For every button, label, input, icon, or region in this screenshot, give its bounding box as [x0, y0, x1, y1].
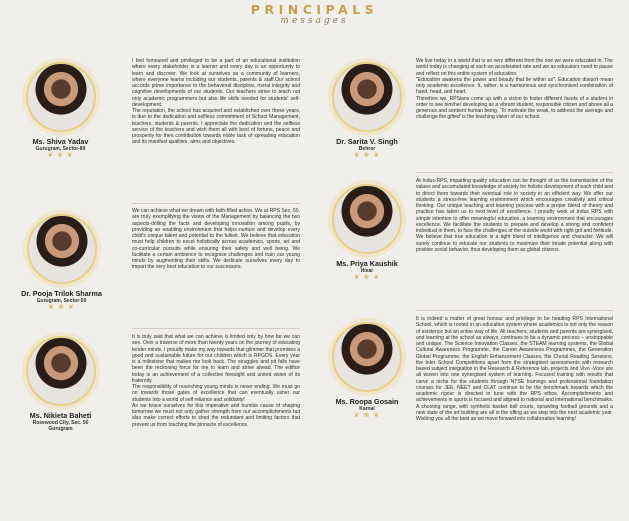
- principal-photo: [26, 62, 96, 132]
- ornament-divider: ❦ ❀ ❦: [353, 274, 381, 281]
- principal-name: Ms. Shiva Yadav: [32, 137, 89, 146]
- profile-priya-kaushik: [322, 184, 412, 282]
- message-paragraph: At Indus-RPS, imparting quality education can be thought of as the transmission of the values and accumulated knowledge of society for holistic development of each child and to direct them towards their eventual role in society in an efficient way. We offer our students a stress-free learning environment which encourages creativity and critical thinking. Our unique teaching and learning process with a proper blend of theory and practice has taken us to next level of excellence. I proudly work at Indus RPS with simple intention to offer meaningful education, a learning environment that encourages excellence. We facilitate the students to prepare and develop a strong and confident individual in them, to face the challenges of the outside world with right grit and fortitude. We believe that true education is a right blend of intelligence and character. We will surely continue to educate our students to maximize their innate potential along with positive social behavior, thus developing them as global citizens.: [416, 178, 613, 253]
- message-paragraph: The responsibility of nourishing young minds is never ending. We must go on towards those gates of excellence that can eventually usher our students into a world of self reliance and solidarity!: [132, 384, 300, 403]
- divider-line: [132, 328, 300, 329]
- profile-pooja-sharma: [4, 214, 119, 312]
- message-roopa-gosain: [416, 316, 613, 422]
- principal-location: Gurugram, Sector-50: [36, 298, 87, 304]
- ornament-divider: ❦ ❀ ❦: [353, 412, 381, 419]
- message-paragraph: It is indeed a matter of great honour and privilege to be heading RPS International School, which is rooted in an education system where academics is not only the reason of existence but an entire way of life. All teachers, students and parents are synergised, and learning at the school as always, continues to be a dynamic process – unstoppable and unique. The Science Innovation Classes, the STEAM learning systems, the Global Cultural Awareness Programme, the Career Awareness Programmes, the Generation Global Programme, the English Enhancement Classes, the Choral Reading Sessions, the Inter School Competitions apart from the strategised assessments with research based subject integration in the Research & Reference lab, projects and Vivo -Voce are all woven into one synergised system of learning. Focused training with results that carve a niche for the students through NTSE trainings and professional foundation courses for JEE, NEET and CLAT continue to be the benchmark towards which the academic rigour is directed in tune with the RPS ethos. Accomplishments and achievements in sports is focused and aligned to national and international benchmarks. A shooting range, with synthetic basket ball courts, sprawling football grounds and a new state of the art building are all in the offing as we step into the next academic year. Wishing you all the best as we move forward into collaborative learning!: [416, 316, 613, 422]
- profile-roopa-gosain: [322, 322, 412, 420]
- profile-sarita-singh: [322, 62, 412, 160]
- message-priya-kaushik: [416, 178, 613, 253]
- message-shiva-yadav: [132, 58, 300, 146]
- message-nikieta-baheti: [132, 334, 300, 428]
- principal-location: Behror: [358, 146, 376, 152]
- message-paragraph: It is truly said that what we can achieve is limited only by how far we can see. Over a traverse of more than twenty years on the journey of educating tender minds, I proudly make my way towards that glimmer that promises a good and sustainable future for our children which is RPGOS. Every year is a milestone that makes me look back. The struggles and pit falls have been the reckoning force for me to learn and strive ahead. The edifice today is an achievement of a collective foresight and united vision of its fraternity.: [132, 334, 300, 384]
- page-subtitle: messages: [280, 16, 349, 26]
- message-paragraph: I feel honoured and privileged to be a part of an educational institution where every stakeholder is a learner and every day is an opportunity to learn and discover. We look at ourselves as a community of learners, where everyone learns including our students, parents & staff.Our school accords prime importance to the behavioral discipline, moral integrity and cognitive developments of our students. Our teachers strive to teach not only academic programmers but also life skills needed for students' self-development.: [132, 58, 300, 108]
- page-header: [0, 2, 629, 26]
- divider-line: [132, 203, 300, 204]
- principal-photo: [332, 322, 402, 392]
- principal-name: Dr. Pooja Trilok Sharma: [21, 289, 102, 298]
- principal-name: Ms. Nikieta Baheti: [29, 411, 92, 420]
- divider-line: [416, 310, 613, 311]
- divider-line: [416, 172, 613, 173]
- profile-shiva-yadav: [8, 62, 113, 160]
- principal-location: Gurugram, Sector-89: [35, 146, 86, 152]
- page-title: PRINCIPALS: [250, 2, 379, 17]
- principal-location: Karnal: [359, 406, 375, 412]
- principal-location: Hisar: [360, 268, 374, 274]
- principal-location: Rosewood City, Sec. 50 Gurugram: [32, 420, 89, 432]
- ornament-divider: ❦ ❀ ❦: [48, 304, 75, 311]
- ornament-divider: ❦ ❀ ❦: [353, 152, 381, 159]
- message-paragraph: We can achieve what we dream with faith-filled action. We at RPS Sec. 50, are truly exemplifying the vision of the Management by balancing the two aspects-drilling the facts and developing innovation among pupils, by providing an enabling environment that helps nurture and develop every child's unique talent and potential to the fullest. We believe that education must help children to excel holistically across academics, sports, art and co-curricular pursuits while ensuring their safety and well being. We facilitate a certain ambience to recognise challenges and train our young minds by augmenting their skills. We dedicate ourselves every day to impart the very best education to our successors.: [132, 208, 300, 271]
- principal-name: Ms. Priya Kaushik: [336, 259, 398, 268]
- message-paragraph: We live today in a world that is so very different from the one we were educated in. The world today is changing at such an accelerated rate and we as educators need to pause and reflect on this entire system of education.: [416, 58, 613, 77]
- ornament-divider: ❦ ❀ ❦: [47, 152, 74, 159]
- profile-nikieta-baheti: [8, 336, 113, 432]
- principal-photo: [27, 214, 97, 284]
- message-pooja-sharma: [132, 208, 300, 271]
- message-paragraph: The reputation, the school has acquired and established over these years, is due to the dedication and selfless commitment of School Management, teachers, students & parents. I appreciate the dedication and the selfless service of the teachers and wish them all with best of fortune, peace and prosperity for their contribution towards noble task of spreading education and its manifest qualities, aims and objectives.: [132, 108, 300, 146]
- principal-name: Dr. Sarita V. Singh: [336, 137, 398, 146]
- principal-photo: [332, 184, 402, 254]
- message-paragraph: Therefore we, RPSians come up with a vision to foster different facets of a student in order to see him/her developing as a vibrant student, responsible citizen and above all a generous and sentient human being. 'To motivate the weak, to address the average and challenge the gifted' is the teaching vision of our school.: [416, 95, 613, 121]
- principal-name: Ms. Roopa Gosain: [335, 397, 399, 406]
- message-paragraph: As we brace ourselves for this imperative and humble cause of shaping tomorrow we must not only gather strength from our accomplishments but also make correct efforts to shed the redundant and limiting factors that prevent us from touching the pinnacle of excellence.: [132, 402, 300, 428]
- message-paragraph: "Education awakens the power and beauty that lie within us". Education doesn't mean only academic excellence. It, rather, is a harmonious and synchronised combination of hand, head, and heart.: [416, 76, 613, 96]
- message-sarita-singh: [416, 58, 613, 121]
- principal-photo: [332, 62, 402, 132]
- principal-photo: [26, 336, 96, 406]
